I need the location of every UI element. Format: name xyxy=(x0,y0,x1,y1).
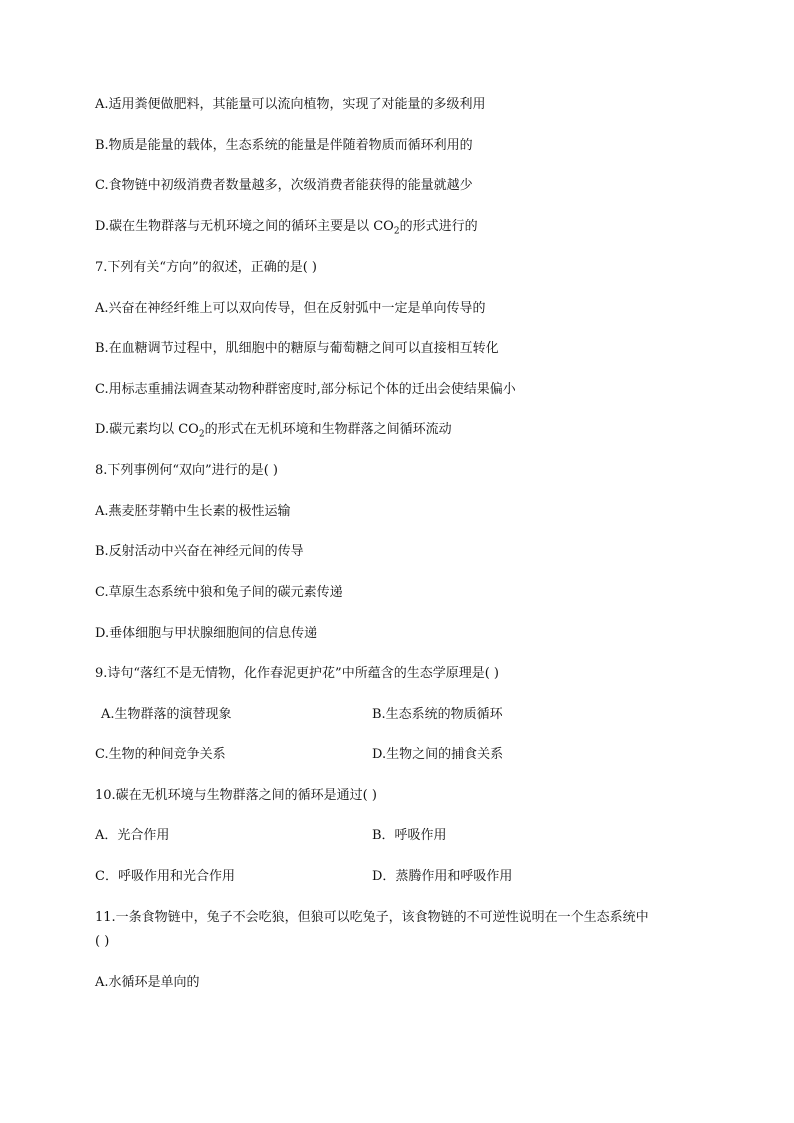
q7-option-b: B.在血糖调节过程中，肌细胞中的糖原与葡萄糖之间可以直接相互转化 xyxy=(95,341,499,356)
q9-stem: 9.诗句“落红不是无情物，化作春泥更护花”中所蕴含的生态学原理是( ) xyxy=(95,666,499,681)
q8-option-b: B.反射活动中兴奋在神经元间的传导 xyxy=(95,544,304,559)
q7-option-c: C.用标志重捕法调查某动物种群密度时,部分标记个体的迁出会使结果偏小 xyxy=(95,382,516,397)
subscript: 2 xyxy=(393,226,400,237)
q7-stem: 7.下列有关“方向”的叙述，正确的是( ) xyxy=(95,260,317,275)
q7-option-d xyxy=(95,421,452,444)
q9-option-a: A.生物群落的演替现象 xyxy=(101,707,232,722)
q6-option-d-text: D.碳在生物群落与无机环境之间的循环主要是以 CO xyxy=(95,219,394,234)
q9-option-b: B.生态系统的物质循环 xyxy=(372,707,503,722)
q10-stem: 10.碳在无机环境与生物群落之间的循环是通过( ) xyxy=(95,788,377,803)
q6-option-b: B.物质是能量的载体，生态系统的能量是伴随着物质而循环利用的 xyxy=(95,138,473,153)
q6-option-c: C.食物链中初级消费者数量越多，次级消费者能获得的能量就越少 xyxy=(95,178,473,193)
q6-option-a: A.适用粪便做肥料，其能量可以流向植物，实现了对能量的多级利用 xyxy=(95,97,486,112)
q10-option-b: B．呼吸作用 xyxy=(372,828,447,843)
q7-option-d-text: D.碳元素均以 CO xyxy=(95,422,199,437)
q6-option-d xyxy=(95,218,478,241)
q9-option-c: C.生物的种间竞争关系 xyxy=(95,747,226,762)
q8-stem: 8.下列事例何“双向”进行的是( ) xyxy=(95,463,278,478)
subscript: 2 xyxy=(198,429,205,440)
q6-option-d-text-end: 的形式进行的 xyxy=(399,219,478,234)
q8-option-c: C.草原生态系统中狼和兔子间的碳元素传递 xyxy=(95,585,343,600)
q9-option-d: D.生物之间的捕食关系 xyxy=(372,747,504,762)
q11-stem-line2: ( ) xyxy=(95,934,110,949)
q10-option-a: A．光合作用 xyxy=(95,828,170,843)
q11-option-a: A.水循环是单向的 xyxy=(95,975,200,990)
q11-stem-line1: 11.一条食物链中，兔子不会吃狼，但狼可以吃兔子，该食物链的不可逆性说明在一个生态系统中 xyxy=(95,910,649,925)
q8-option-a: A.燕麦胚芽鞘中生长素的极性运输 xyxy=(95,504,291,519)
q7-option-a: A.兴奋在神经纤维上可以双向传导，但在反射弧中一定是单向传导的 xyxy=(95,301,486,316)
q7-option-d-text-end: 的形式在无机环境和生物群落之间循环流动 xyxy=(204,422,452,437)
q10-option-d: D．蒸腾作用和呼吸作用 xyxy=(372,869,513,884)
q8-option-d: D.垂体细胞与甲状腺细胞间的信息传递 xyxy=(95,626,318,641)
q10-option-c: C．呼吸作用和光合作用 xyxy=(95,869,235,884)
